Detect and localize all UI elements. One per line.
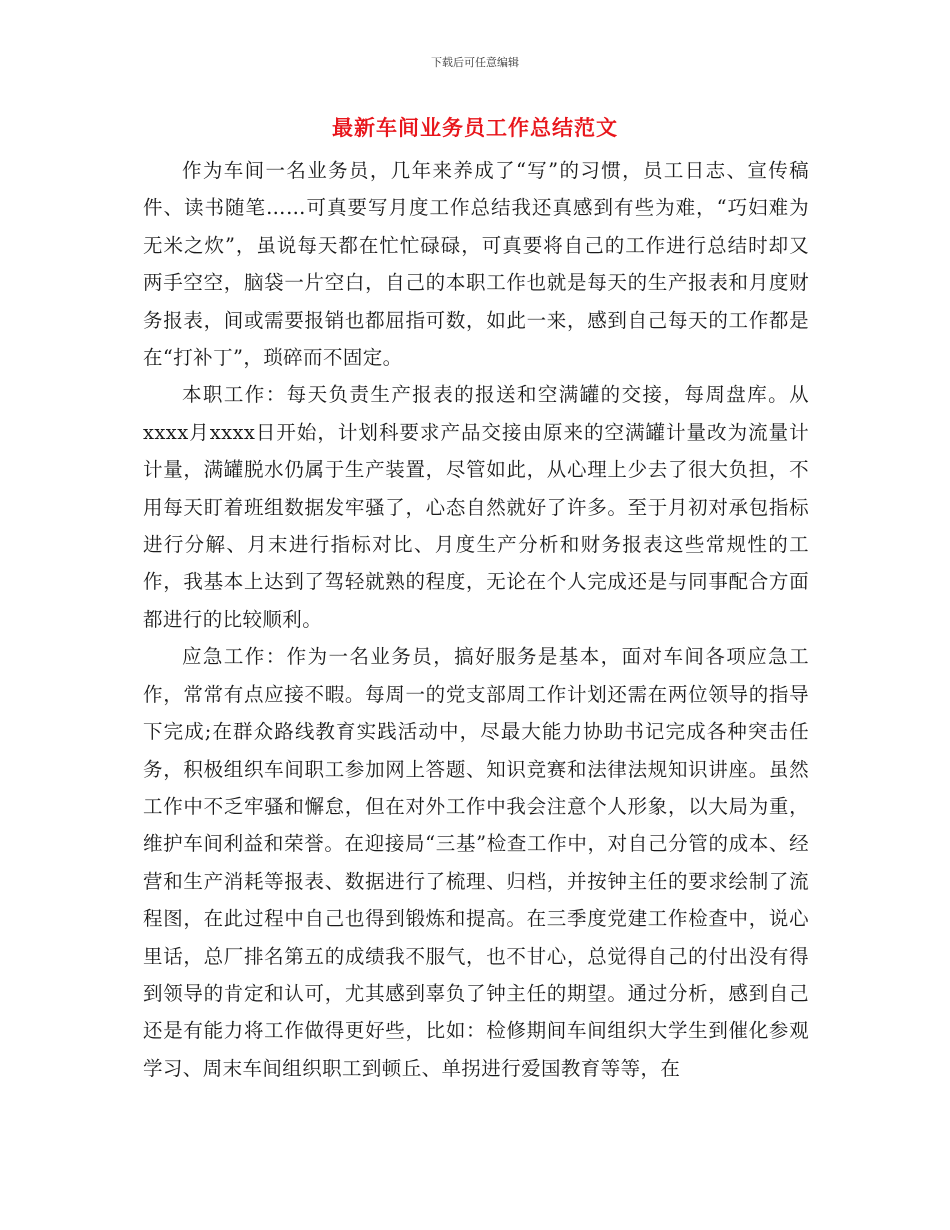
document-body [143, 152, 809, 1087]
paragraph-intro: 作为车间一名业务员，几年来养成了“写”的习惯，员工日志、宣传稿件、读书随笔……可真要写月度工作总结我还真感到有些为难，“巧妇难为无米之炊”，虽说每天都在忙忙碌碌，可真要将自己的工作进行总结时却又两手空空，脑袋一片空白，自己的本职工作也就是每天的生产报表和月度财务报表，间或需要报销也都屈指可数，如此一来，感到自己每天的工作都是在“打补丁”，琐碎而不固定。 [143, 159, 809, 370]
document-title: 最新车间业务员工作总结范文 [332, 115, 618, 140]
paragraph-core-duties: 本职工作：每天负责生产报表的报送和空满罐的交接，每周盘库。从xxxx月xxxx日开始，计划科要求产品交接由原来的空满罐计量改为流量计计量，满罐脱水仍属于生产装置，尽管如此，从心理上少去了很大负担，不用每天盯着班组数据发牢骚了，心态自然就好了许多。至于月初对承包指标进行分解、月末进行指标对比、月度生产分析和财务报表这些常规性的工作，我基本上达到了驾轻就熟的程度，无论在个人完成还是与同事配合方面都进行的比较顺利。 [143, 383, 809, 631]
header-note: 下载后可任意编辑 [431, 56, 519, 69]
paragraph-emergency-work: 应急工作：作为一名业务员，搞好服务是基本，面对车间各项应急工作，常常有点应接不暇。每周一的党支部周工作计划还需在两位领导的指导下完成;在群众路线教育实践活动中，尽最大能力协助书记完成各种突击任务，积极组织车间职工参加网上答题、知识竞赛和法律法规知识讲座。虽然工作中不乏牢骚和懈怠，但在对外工作中我会注意个人形象，以大局为重，维护车间利益和荣誉。在迎接局“三基”检查工作中，对自己分管的成本、经营和生产消耗等报表、数据进行了梳理、归档，并按钟主任的要求绘制了流程图，在此过程中自己也得到锻炼和提高。在三季度党建工作检查中，说心里话，总厂排名第五的成绩我不服气，也不甘心，总觉得自己的付出没有得到领导的肯定和认可，尤其感到辜负了钟主任的期望。通过分析，感到自己还是有能力将工作做得更好些，比如：检修期间车间组织大学生到催化参观学习、周末车间组织职工到顿丘、单拐进行爱国教育等等，在 [143, 645, 809, 1080]
